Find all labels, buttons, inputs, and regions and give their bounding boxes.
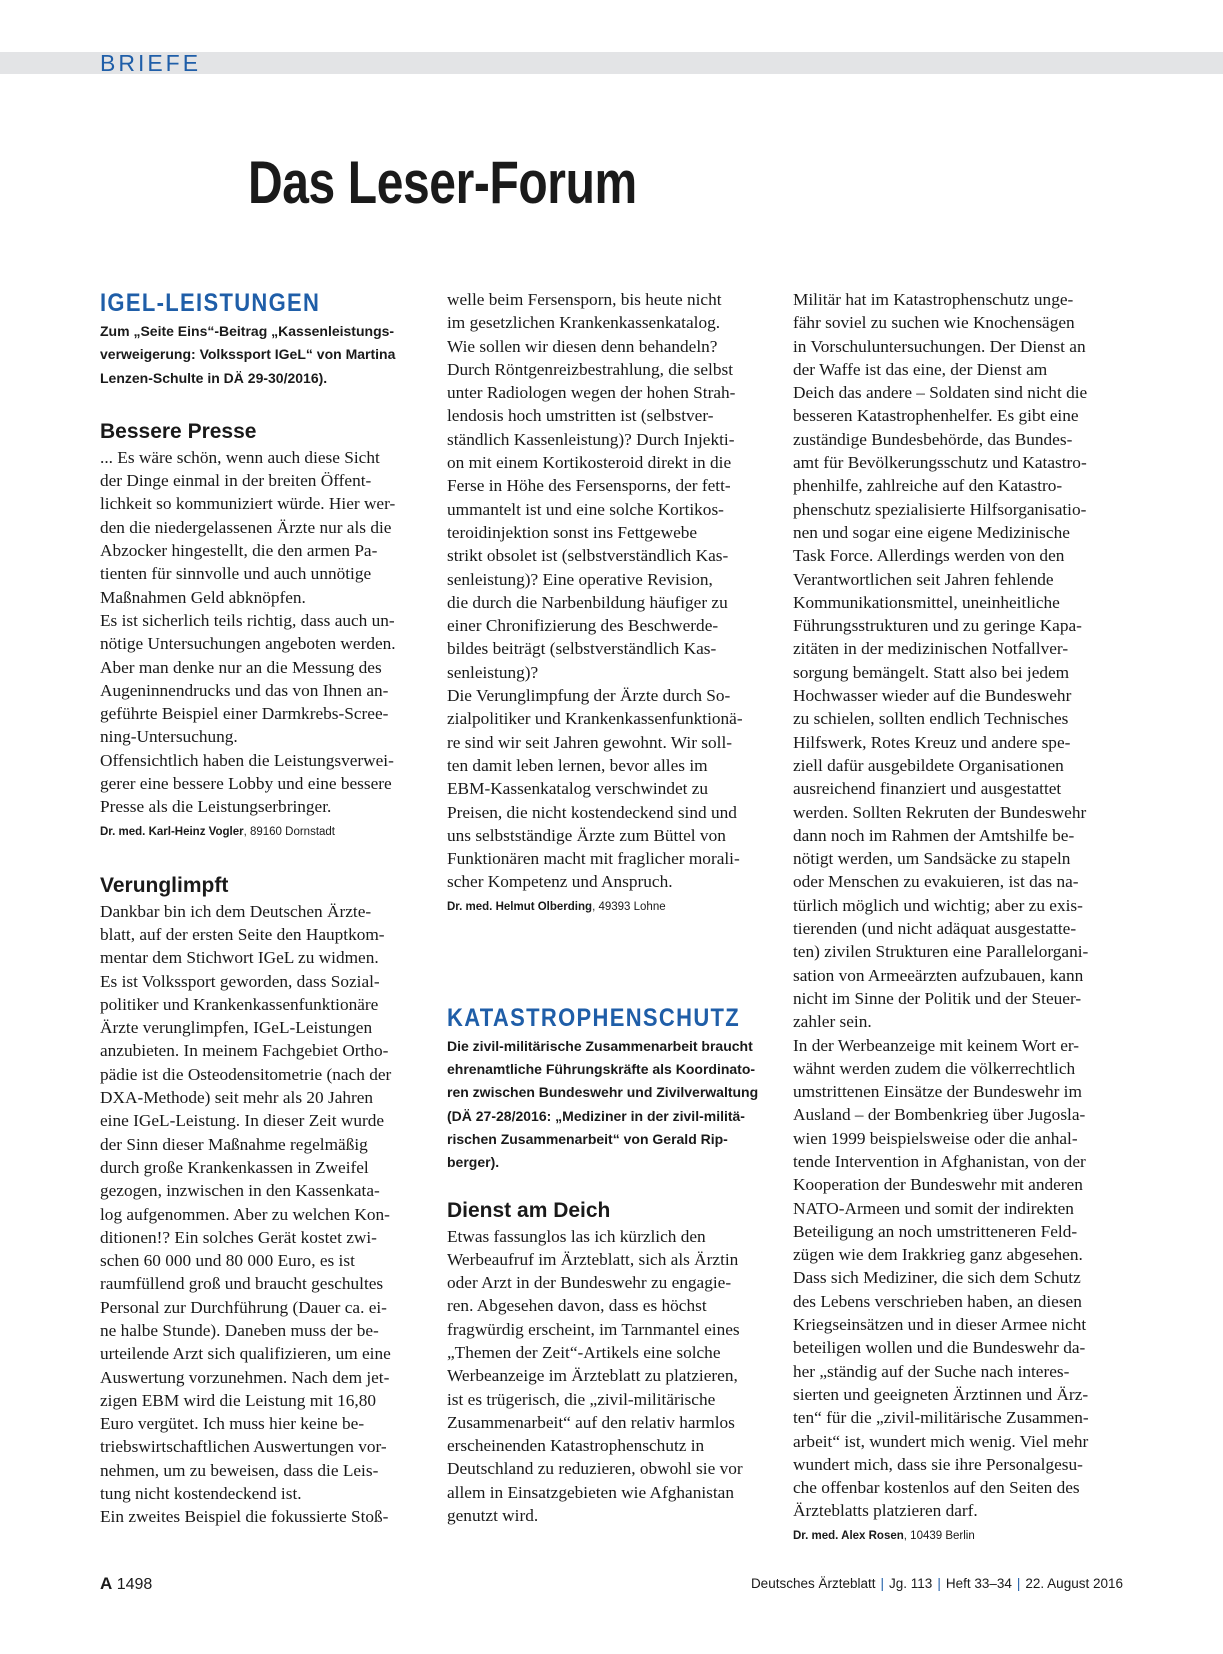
text-line: genutzt wird.	[447, 1506, 539, 1526]
text-line: Hochwasser wieder auf die Bundeswehr	[793, 686, 1072, 706]
text-line: einer Chronifizierung des Beschwerde-	[447, 616, 719, 636]
text-line: mentar dem Stichwort IGeL zu widmen.	[100, 948, 379, 968]
text-line: unter Radiologen wegen der hohen Strah-	[447, 383, 736, 403]
text-line: türlich möglich und wichtig; aber zu exis-	[793, 895, 1083, 915]
text-line: Kriegseinsätzen und in dieser Armee nicht	[793, 1315, 1087, 1335]
text-line: ummantelt ist und eine solche Kortikos-	[447, 499, 724, 519]
text-line: Preisen, die nicht kostendeckend sind und	[447, 802, 737, 822]
text-line: Personal zur Durchführung (Dauer ca. ei-	[100, 1297, 387, 1317]
signature-place: , 49393 Lohne	[592, 900, 666, 913]
text-line: der Dinge einmal in der breiten Öffent-	[100, 471, 372, 491]
text-line: werden. Sollten Rekruten der Bundeswehr	[793, 802, 1087, 822]
text-line: sation von Armeeärzten aufzubauen, kann	[793, 965, 1084, 985]
text-line: ten) zivilen Strukturen eine Parallelorgani-	[793, 942, 1089, 962]
text-line: beteiligen wollen und die Bundeswehr da-	[793, 1338, 1086, 1358]
text-line: teroidinjektion sonst ins Fettgewebe	[447, 522, 698, 542]
letter-body-continued	[793, 288, 1123, 1523]
text-line: Etwas fassunglos las ich kürzlich den	[447, 1226, 706, 1246]
text-line: Auswertung vorzunehmen. Nach dem jet-	[100, 1367, 390, 1387]
text-line: des Lebens verschrieben haben, an diesen	[793, 1291, 1082, 1311]
text-line: oder Arzt in der Bundeswehr zu engagie-	[447, 1273, 732, 1293]
text-line: Ärzte verunglimpfen, IGeL-Leistungen	[100, 1018, 373, 1038]
text-line: nötigt werden, um Sandsäcke zu stapeln	[793, 849, 1071, 869]
text-line: uns selbstständige Ärzte zum Büttel von	[447, 825, 726, 845]
text-line: scher Kompetenz und Anspruch.	[447, 872, 673, 892]
text-line: bildes beiträgt (selbstverständlich Kas-	[447, 639, 717, 659]
text-line: dann noch im Rahmen der Amtshilfe be-	[793, 825, 1075, 845]
text-line: berger).	[447, 1154, 500, 1171]
column-2	[447, 288, 777, 1527]
text-line: Es ist sicherlich teils richtig, dass auch un-	[100, 610, 395, 630]
text-line: DXA-Methode) seit mehr als 20 Jahren	[100, 1088, 374, 1108]
text-line: Deich das andere – Soldaten sind nicht die	[793, 383, 1088, 403]
signature-place: , 89160 Dornstadt	[243, 825, 335, 838]
text-line: schen 60 000 und 80 000 Euro, es ist	[100, 1251, 355, 1271]
text-line: nehmen, um zu beweisen, dass die Leis-	[100, 1460, 379, 1480]
text-line: in Vorschuluntersuchungen. Der Dienst an	[793, 336, 1086, 356]
text-line: ren zwischen Bundeswehr und Zivilverwaltung	[447, 1084, 759, 1101]
text-line: pädie ist die Osteodensitometrie (nach der	[100, 1064, 392, 1084]
text-line: her „ständig auf der Suche nach interes-	[793, 1361, 1070, 1381]
text-line: ... Es wäre schön, wenn auch diese Sicht	[100, 447, 380, 467]
intro-line: Zum „Seite Eins“-Beitrag „Kassenleistungs-	[100, 323, 395, 339]
text-line: den die niedergelassenen Ärzte nur als die	[100, 517, 392, 537]
text-line: besseren Katastrophenhelfer. Es gibt eine	[793, 406, 1079, 426]
topic-heading-igel: IGEL-LEISTUNGEN	[100, 289, 321, 317]
text-line: wundert mich, dass sie ihre Personalgesu-	[793, 1454, 1083, 1474]
text-line: tende Intervention in Afghanistan, von der	[793, 1151, 1086, 1171]
signature-place: , 10439 Berlin	[903, 1529, 975, 1542]
text-line: urteilende Arzt sich qualifizieren, um eine	[100, 1344, 391, 1364]
page-prefix: A	[100, 1574, 113, 1593]
letter-signature	[447, 899, 777, 915]
text-line: Maßnahmen Geld abknöpfen.	[100, 587, 306, 607]
text-line: erscheinenden Katastrophenschutz in	[447, 1436, 705, 1456]
text-line: wien 1999 beispielsweise oder die anhal-	[793, 1128, 1078, 1148]
text-line: fragwürdig erscheint, im Tarnmantel eines	[447, 1319, 740, 1339]
text-line: oder Menschen zu evakuieren, ist das na-	[793, 872, 1079, 892]
text-line: raumfüllend groß und braucht geschultes	[100, 1274, 384, 1294]
column-1	[100, 288, 430, 1529]
text-line: umstrittenen Einsätze der Bundeswehr im	[793, 1082, 1082, 1102]
text-line: anzubieten. In meinem Fachgebiet Ortho-	[100, 1041, 389, 1061]
text-line: Beteiligung an noch umstritteneren Feld-	[793, 1221, 1078, 1241]
text-line: Verantwortlichen seit Jahren fehlende	[793, 569, 1054, 589]
text-line: triebswirtschaftlichen Auswertungen vor-	[100, 1437, 387, 1457]
text-line: allem in Einsatzgebieten wie Afghanistan	[447, 1482, 734, 1502]
text-line: „Themen der Zeit“-Artikels eine solche	[447, 1342, 721, 1362]
text-line: Hilfswerk, Rotes Kreuz und andere spe-	[793, 732, 1071, 752]
footer-separator: |	[880, 1576, 885, 1591]
text-line: tung nicht kostendeckend ist.	[100, 1484, 302, 1504]
text-line: Die zivil-militärische Zusammenarbeit braucht	[447, 1037, 753, 1054]
text-line: Wie sollen wir diesen denn behandeln?	[447, 336, 718, 356]
text-line: gerer eine bessere Lobby und eine bessere	[100, 774, 392, 794]
text-line: wähnt werden zudem die völkerrechtlich	[793, 1058, 1076, 1078]
text-line: Werbeaufruf im Ärzteblatt, sich als Ärztin	[447, 1249, 739, 1269]
text-line: Dass sich Mediziner, die sich dem Schutz	[793, 1268, 1081, 1288]
page-title: Das Leser-Forum	[248, 149, 637, 216]
text-line: Ein zweites Beispiel die fokussierte Stoß-	[100, 1507, 389, 1527]
text-line: (DÄ 27-28/2016: „Mediziner in der zivil-militä-	[447, 1107, 745, 1124]
text-line: Presse als die Leistungserbringer.	[100, 797, 332, 817]
text-line: log aufgenommen. Aber zu welchen Kon-	[100, 1204, 390, 1224]
text-line: lichkeit so kommuniziert würde. Hier wer-	[100, 494, 396, 514]
signature-name: Dr. med. Alex Rosen	[793, 1529, 904, 1542]
letter-title: Dienst am Deich	[447, 1198, 611, 1222]
text-line: Dankbar bin ich dem Deutschen Ärzte-	[100, 901, 372, 921]
footer-separator: |	[937, 1576, 941, 1591]
text-line: ausreichend finanziert und ausgestattet	[793, 779, 1062, 799]
text-line: zitäten in der medizinischen Notfallver-	[793, 639, 1069, 659]
letter-body-continued	[447, 288, 777, 894]
text-line: zahler sein.	[793, 1012, 872, 1032]
letter-title: Bessere Presse	[100, 419, 257, 443]
topic-intro-igel	[100, 320, 430, 390]
text-line: phenhilfe, zahlreiche auf den Katastro-	[793, 476, 1063, 496]
text-line: lendosis hoch umstritten ist (selbstver-	[447, 406, 714, 426]
text-line: sorgung bemängelt. Statt also bei jedem	[793, 662, 1070, 682]
letter-signature	[793, 1528, 1123, 1544]
text-line: Euro vergütet. Ich muss hier keine be-	[100, 1414, 365, 1434]
text-line: blatt, auf der ersten Seite den Hauptkom-	[100, 924, 385, 944]
text-line: geführte Beispiel einer Darmkrebs-Scree-	[100, 704, 389, 724]
text-line: Ausland – der Bombenkrieg über Jugosla-	[793, 1105, 1086, 1125]
text-line: Militär hat im Katastrophenschutz unge-	[793, 290, 1074, 309]
text-line: nötige Untersuchungen angeboten werden.	[100, 634, 396, 654]
signature-name: Dr. med. Helmut Olberding	[447, 900, 593, 913]
text-line: Funktionären macht mit fraglicher morali-	[447, 849, 740, 869]
page-number	[100, 1574, 152, 1594]
text-line: nen und sogar eine eigene Medizinische	[793, 522, 1070, 542]
journal-issue: Heft 33–34	[945, 1576, 1012, 1591]
topic-intro-kata	[447, 1035, 777, 1175]
topic-heading-kata: KATASTROPHENSCHUTZ	[447, 1003, 741, 1032]
text-line: In der Werbeanzeige mit keinem Wort er-	[793, 1035, 1080, 1055]
text-line: zigen EBM wird die Leistung mit 16,80	[100, 1390, 376, 1410]
letter-signature	[100, 824, 430, 840]
text-line: Es ist Volkssport geworden, dass Sozial-	[100, 971, 380, 991]
text-line: ehrenamtliche Führungskräfte als Koordinato-	[447, 1061, 756, 1078]
text-line: Offensichtlich haben die Leistungsverwei-	[100, 750, 394, 770]
letter-body	[100, 446, 430, 819]
text-line: Ferse in Höhe des Fersensporns, der fett-	[447, 476, 731, 496]
text-line: senleistung)? Eine operative Revision,	[447, 569, 713, 589]
text-line: arbeit“ ist, wundert mich wenig. Viel mehr	[793, 1431, 1089, 1451]
text-line: rischen Zusammenarbeit“ von Gerald Rip-	[447, 1130, 728, 1147]
text-line: fähr soviel zu suchen wie Knochensägen	[793, 313, 1075, 333]
journal-name: Deutsches Ärzteblatt	[750, 1576, 876, 1591]
text-line: Die Verunglimpfung der Ärzte durch So-	[447, 686, 731, 706]
text-line: zügen wie dem Irakkrieg ganz abgesehen.	[793, 1245, 1083, 1265]
text-line: Führungsstrukturen und zu geringe Kapa-	[793, 616, 1082, 636]
journal-volume: Jg. 113	[889, 1576, 933, 1591]
page-number-value: 1498	[116, 1576, 153, 1593]
footer-separator: |	[1016, 1576, 1021, 1591]
text-line: amt für Bevölkerungsschutz und Katastro-	[793, 453, 1087, 473]
text-line: Kommunikationsmittel, uneinheitliche	[793, 592, 1060, 612]
text-line: zialpolitiker und Krankenkassenfunktionä-	[447, 709, 743, 729]
letter-title: Verunglimpft	[100, 873, 229, 897]
letter-body	[100, 900, 430, 1529]
text-line: Werbeanzeige im Ärzteblatt zu platzieren,	[447, 1366, 738, 1386]
text-line: zu schielen, sollten endlich Technisches	[793, 709, 1069, 729]
text-line: ten damit leben lernen, bevor alles im	[447, 755, 708, 775]
text-line: Aber man denke nur an die Messung des	[100, 657, 382, 677]
text-line: ne halbe Stunde). Daneben muss der be-	[100, 1320, 379, 1340]
text-line: Ärzteblatts platzieren darf.	[793, 1501, 978, 1521]
text-line: gezogen, inzwischen in den Kassenkata-	[100, 1181, 380, 1201]
text-line: Zusammenarbeit“ auf den relativ harmlos	[447, 1412, 735, 1432]
text-line: nicht im Sinne der Politik und der Steuer-	[793, 988, 1082, 1008]
text-line: Durch Röntgenreizbestrahlung, die selbst	[447, 359, 734, 379]
text-line: ren. Abgesehen davon, dass es höchst	[447, 1296, 707, 1316]
signature-name: Dr. med. Karl-Heinz Vogler	[100, 825, 244, 838]
text-line: durch große Krankenkassen in Zweifel	[100, 1157, 369, 1177]
text-line: der Waffe ist das eine, der Dienst am	[793, 359, 1048, 379]
text-line: senleistung)?	[447, 662, 539, 682]
text-line: on mit einem Kortikosteroid direkt in die	[447, 453, 732, 473]
journal-info	[751, 1576, 1123, 1591]
text-line: welle beim Fersensporn, bis heute nicht	[447, 290, 722, 309]
text-line: ständlich Kassenleistung)? Durch Injekti-	[447, 429, 735, 449]
text-line: ditionen!? Ein solches Gerät kostet zwi-	[100, 1227, 377, 1247]
text-line: EBM-Kassenkatalog verschwindet zu	[447, 779, 709, 799]
text-line: Augeninnendrucks und das von Ihnen an-	[100, 680, 389, 700]
text-line: politiker und Krankenkassenfunktionäre	[100, 994, 379, 1014]
text-line: zuständige Bundesbehörde, das Bundes-	[793, 429, 1073, 449]
text-line: tierenden (und nicht adäquat ausgestatte-	[793, 919, 1077, 939]
text-line: sierten und geeigneten Ärztinnen und Ärz-	[793, 1384, 1089, 1404]
text-line: im gesetzlichen Krankenkassenkatalog.	[447, 313, 721, 333]
column-3	[793, 288, 1123, 1544]
text-line: ning-Untersuchung.	[100, 727, 238, 747]
text-line: re sind wir seit Jahren gewohnt. Wir soll-	[447, 732, 733, 752]
text-line: Deutschland zu reduzieren, obwohl sie vor	[447, 1459, 743, 1479]
text-line: ten“ für die „zivil-militärische Zusammen-	[793, 1408, 1089, 1428]
text-line: phenschutz spezialisierte Hilfsorganisatio-	[793, 499, 1087, 519]
text-line: eine IGeL-Leistung. In dieser Zeit wurde	[100, 1111, 385, 1131]
intro-line: Lenzen-Schulte in DÄ 29-30/2016).	[100, 369, 328, 386]
text-line: der Sinn dieser Maßnahme regelmäßig	[100, 1134, 368, 1154]
journal-date: 22. August 2016	[1025, 1576, 1123, 1591]
text-line: tienten für sinnvolle und auch unnötige	[100, 564, 372, 584]
intro-line: verweigerung: Volkssport IGeL“ von Martina	[100, 346, 396, 363]
text-line: ist es trügerisch, die „zivil-militärische	[447, 1389, 716, 1409]
text-line: Kooperation der Bundeswehr mit anderen	[793, 1175, 1083, 1195]
text-line: NATO-Armeen und somit der indirekten	[793, 1198, 1074, 1218]
letter-body	[447, 1225, 777, 1528]
section-label: BRIEFE	[100, 50, 202, 76]
text-line: die durch die Narbenbildung häufiger zu	[447, 592, 728, 612]
text-line: ziell dafür ausgebildete Organisationen	[793, 755, 1064, 775]
text-line: Task Force. Allerdings werden von den	[793, 546, 1065, 566]
text-line: Abzocker hingestellt, die den armen Pa-	[100, 541, 378, 561]
text-line: strikt obsolet ist (selbstverständlich Kas-	[447, 546, 729, 566]
text-line: che offenbar kostenlos auf den Seiten des	[793, 1478, 1080, 1498]
